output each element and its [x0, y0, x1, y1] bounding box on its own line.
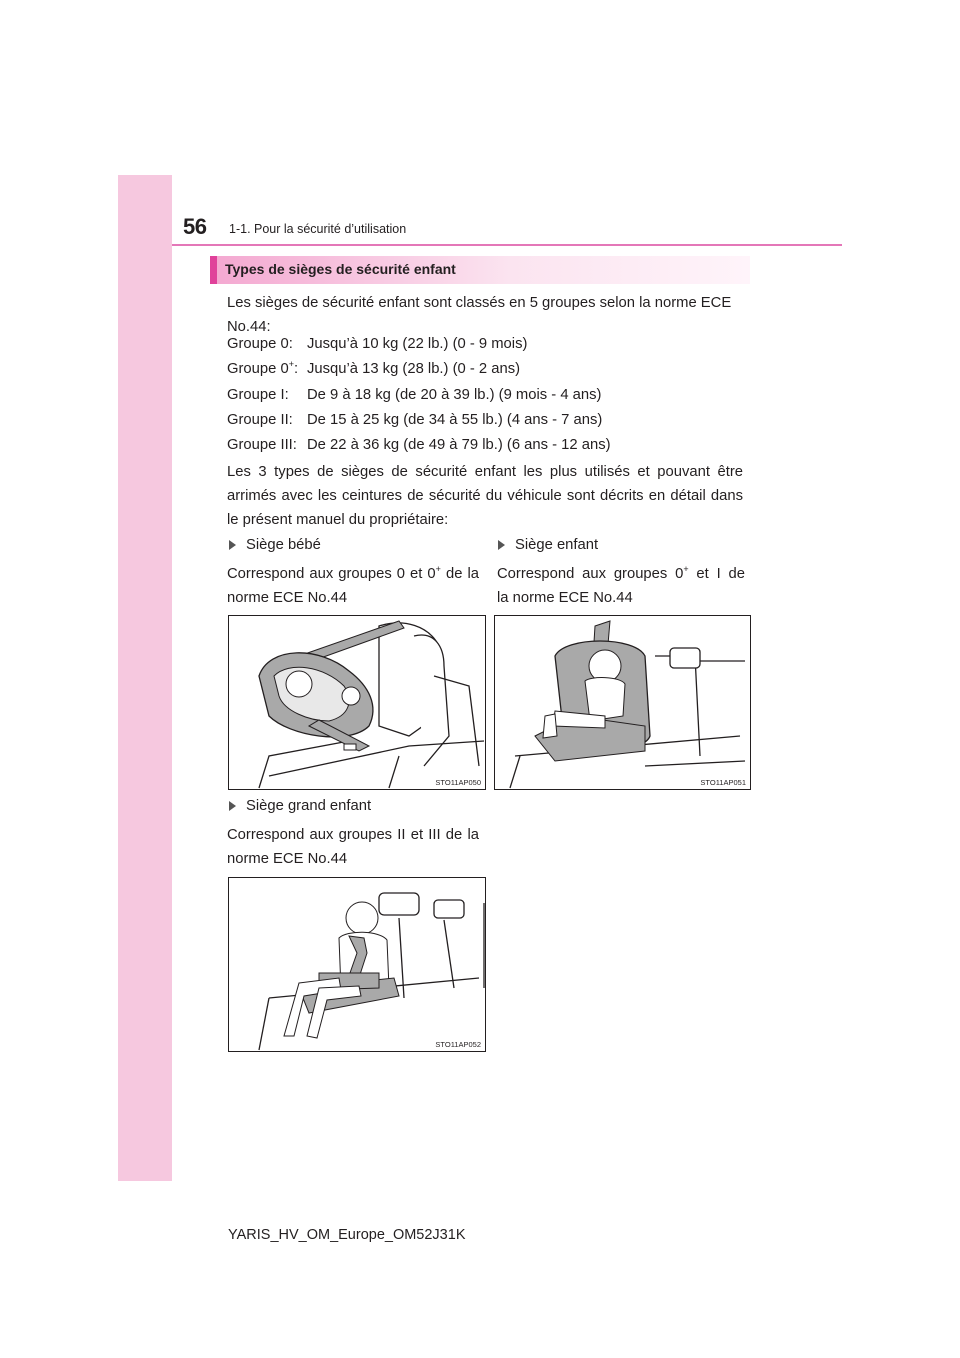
para-line-3: le présent manuel du propriétaire: — [227, 512, 449, 528]
figure-code: STO11AP050 — [435, 778, 481, 787]
seat-desc-line-2: norme ECE No.44 — [227, 851, 348, 867]
intro-line-2: No.44: — [227, 319, 271, 335]
section-heading — [210, 256, 750, 284]
group-desc: De 22 à 36 kg (de 49 à 79 lb.) (6 ans - 12 ans) — [307, 437, 611, 453]
bullet-child-seat — [498, 537, 598, 553]
group-label: Groupe 0: — [227, 336, 293, 352]
group-row — [227, 412, 602, 428]
figure-code: STO11AP052 — [435, 1040, 481, 1049]
chapter-title: 1-1. Pour la sécurité d’utilisation — [229, 222, 407, 236]
group-label: Groupe I: — [227, 387, 289, 403]
booster-seat-illustration — [228, 877, 486, 1052]
header-divider — [172, 244, 842, 246]
group-row — [227, 437, 611, 453]
group-label-end: : — [293, 361, 299, 377]
figure-code: STO11AP051 — [700, 778, 746, 787]
bullet-infant-seat — [229, 537, 321, 553]
bullet-booster-seat — [229, 798, 371, 814]
triangle-bullet-icon — [498, 540, 505, 550]
group-row — [227, 336, 527, 352]
seat-title: Siège grand enfant — [246, 798, 372, 814]
group-row — [227, 387, 601, 403]
seat-desc-line-2: norme ECE No.44 — [227, 590, 348, 606]
triangle-bullet-icon — [229, 801, 236, 811]
group-desc: De 15 à 25 kg (de 34 à 55 lb.) (4 ans - 7 ans) — [307, 412, 603, 428]
group-desc: De 9 à 18 kg (de 20 à 39 lb.) (9 mois - 4 ans) — [307, 387, 602, 403]
seat-desc-line-1: Correspond aux groupes 0+ et I de — [497, 564, 745, 582]
para-line-1: Les 3 types de sièges de sécurité enfant les plus utilisés et pouvant être — [227, 464, 743, 480]
group-label: Groupe 0 — [227, 361, 289, 377]
group-label-sup: + — [288, 359, 294, 370]
side-tab-bar — [118, 175, 172, 1181]
para-line-2: arrimés avec les ceintures de sécurité du véhicule sont décrits en détail dans — [227, 488, 743, 504]
seat-desc-line-1: Correspond aux groupes 0 et 0+ de la — [227, 564, 480, 582]
intro-line-1: Les sièges de sécurité enfant sont classés en 5 groupes selon la norme ECE — [227, 295, 732, 311]
group-label: Groupe III: — [227, 437, 297, 453]
seat-title: Siège bébé — [246, 537, 321, 553]
section-heading-text: Types de sièges de sécurité enfant — [225, 261, 456, 277]
group-row — [227, 361, 520, 377]
group-desc: Jusqu’à 13 kg (28 lb.) (0 - 2 ans) — [307, 361, 521, 377]
child-seat-illustration — [494, 615, 751, 790]
seat-desc-line-1: Correspond aux groupes II et III de la — [227, 827, 479, 843]
group-label: Groupe II: — [227, 412, 293, 428]
infant-seat-illustration — [228, 615, 486, 790]
page-number: 56 — [183, 214, 207, 239]
triangle-bullet-icon — [229, 540, 236, 550]
seat-desc-line-2: la norme ECE No.44 — [497, 590, 633, 606]
footer-doc-id: YARIS_HV_OM_Europe_OM52J31K — [228, 1227, 466, 1243]
group-desc: Jusqu’à 10 kg (22 lb.) (0 - 9 mois) — [307, 336, 528, 352]
seat-title: Siège enfant — [515, 537, 599, 553]
